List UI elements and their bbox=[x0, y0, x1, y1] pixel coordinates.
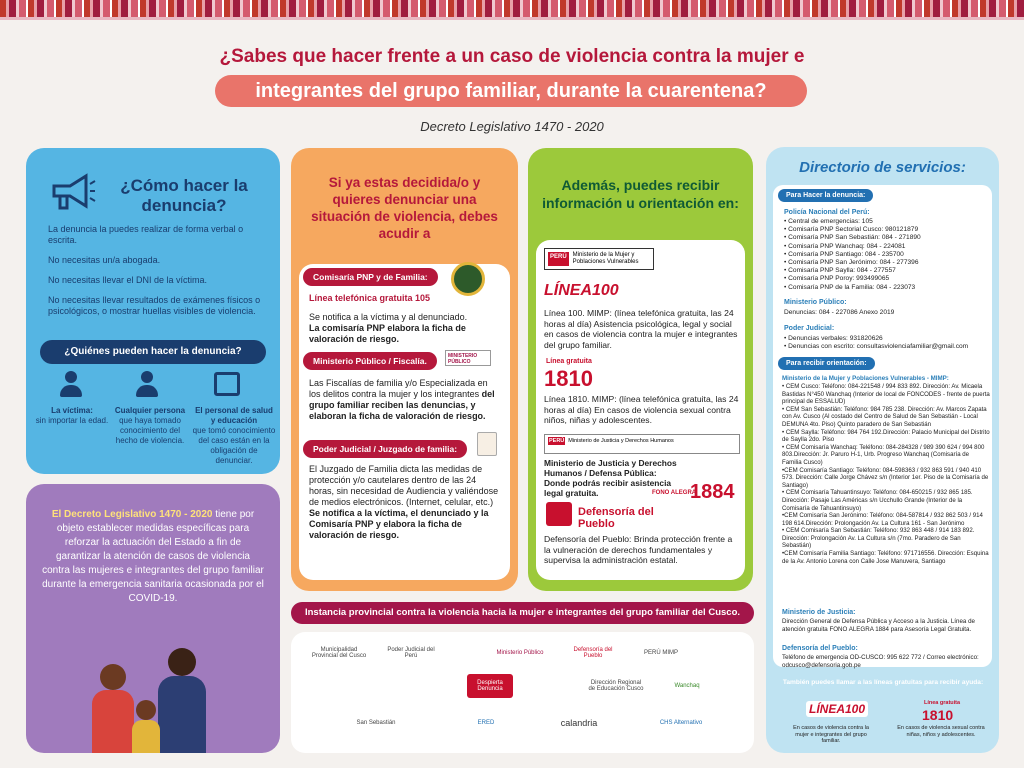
defensoria-head: Defensoría del Pueblo: bbox=[782, 645, 858, 652]
minjus-head: Ministerio de Justicia: bbox=[782, 609, 856, 616]
prosecutor-pill: Ministerio Público / Fiscalía. bbox=[303, 352, 437, 370]
list-item: • CEM Comisaría Tahuantinsuyo: Teléfono: 084-650215 / 932 865 185. Dirección: Pasaje Las Américas s/n Ucchullo Grande (Interior de la Comisaría de Tahuantinsuyo) bbox=[782, 489, 973, 512]
list-item: No necesitas un/a abogada. bbox=[48, 255, 161, 265]
page-title: ¿Sabes que hacer frente a un caso de violencia contra la mujer e bbox=[219, 46, 805, 67]
list-item: • Comisaría PNP Santiago: 084 - 235700 bbox=[784, 250, 904, 258]
bottom-free-label: Línea gratuita bbox=[924, 700, 961, 706]
number-1810: 1810 bbox=[544, 366, 593, 391]
police-list bbox=[784, 218, 984, 292]
mp-text: Denuncias: 084 - 227086 Anexo 2019 bbox=[784, 309, 895, 316]
who-title: ¿Quiénes pueden hacer la denuncia? bbox=[40, 340, 266, 364]
person-icon bbox=[60, 371, 82, 397]
partner-logo: calandria bbox=[560, 718, 598, 728]
person-icon bbox=[136, 371, 158, 397]
partner-logo: Defensoría del Pueblo bbox=[573, 647, 613, 659]
linea100-logo: LÍNEA100 bbox=[544, 282, 619, 299]
bottom-lines-title: También puedes llamar a las líneas gratuitas para recibir ayuda: bbox=[782, 679, 984, 686]
list-item: • Comisaría PNP Saylla: 084 - 277557 bbox=[784, 267, 896, 275]
list-item: • CEM Saylla: Teléfono: 984 764 192.Dirección: Palacio Municipal del Distrito de Saylla 2do. Piso bbox=[782, 428, 990, 444]
defensoria-logo: Defensoría del Pueblo bbox=[578, 506, 654, 530]
report-places-card bbox=[291, 148, 518, 591]
minjus-logo: PERÚ Ministerio de Justicia y Derechos Humanos bbox=[544, 434, 740, 454]
who-staff: El personal de salud y educación que tomó conocimiento del caso están en la obligación de denunciar. bbox=[192, 406, 276, 465]
orientation-pill: Para recibir orientación: bbox=[778, 357, 875, 370]
mimp-logo: PERÚ Ministerio de la Mujer y Poblaciones Vulnerables bbox=[544, 248, 654, 270]
mimp-list bbox=[782, 383, 990, 565]
bottom-1810-text: En casos de violencia sexual contra niñas, niños y adolescentes. bbox=[897, 725, 985, 738]
line1810-text: Línea 1810. MIMP: (línea telefónica gratuita, las 24 horas al día) En casos de violencia sexual contra niños, niñas y adolescentes. bbox=[544, 394, 739, 425]
list-item: • Comisaría PNP San Jerónimo: 084 - 277396 bbox=[784, 259, 919, 267]
list-item: • Central de emergencias: 105 bbox=[784, 218, 873, 225]
partner-logo: Wanchaq bbox=[674, 683, 700, 689]
information-card bbox=[528, 148, 753, 591]
list-item: •CEM Comisaría Santiago: Teléfono: 084-598363 / 932 863 591 / 940 410 573. Dirección: Calle Jorge Chávez s/n (Interior 1er. Piso de la Comisaría de Santiago) bbox=[782, 466, 989, 489]
list-item: • CEM Comisaría San Sebastián: Teléfono: 932 863 448 / 914 183 892. Dirección: Prolongación Av. La Cultura s/n (7mo. Paradero de San Sebastián) bbox=[782, 527, 975, 550]
judiciary-pill: Poder Judicial / Juzgado de familia: bbox=[303, 440, 467, 458]
list-item: • CEM San Sebastián: Teléfono: 984 785 238. Dirección: Av. Marcos Zapata con Av. Cusco (Al costado del Centro de Salud de San Sebastián - Local DEMUNA 4to. Piso) Quinto paradero de San Sebastián bbox=[782, 405, 987, 428]
list-item: • Comisaría PNP de la Familia: 084 - 223073 bbox=[784, 283, 916, 291]
who-anyone: Cualquier persona que haya tomado conocimiento del hecho de violencia. bbox=[114, 406, 186, 445]
judiciary-text: El Juzgado de Familia dicta las medidas de protección y/o cautelares dentro de las 24 horas, sin necesidad de Audiencia y valiéndose de medios electrónicos. (Internet, celular, etc.) Se notifica a la víctima, el denunciado y la Comisaría PNP y elabora la ficha de valoración de riesgo. bbox=[309, 464, 499, 540]
judiciary-logo bbox=[477, 432, 497, 456]
prosecutor-logo: MINISTERIO PÚBLICO bbox=[445, 350, 491, 366]
alegra-label: FONO ALEGRA bbox=[652, 490, 697, 496]
minjus-text: Ministerio de Justicia y Derechos Humanos / Defensa Pública: Donde podrás recibir asistencia legal gratuita. bbox=[544, 458, 677, 498]
police-line: Línea telefónica gratuita 105 bbox=[309, 293, 431, 303]
list-item: No necesitas llevar el DNI de la víctima. bbox=[48, 275, 208, 285]
partner-logo: PERÚ MIMP bbox=[643, 650, 678, 656]
how-to-report-card bbox=[26, 148, 280, 474]
family-illustration bbox=[86, 634, 226, 753]
partner-logo: Dirección Regional de Educación Cusco bbox=[588, 680, 644, 692]
decree-text: El Decreto Legislativo 1470 - 2020 tiene por objeto establecer medidas específicas para reforzar la actuación del Estado a fin de garantizar la atención de casos de violencia contra las mujeres e integrantes del grupo familiar durante la emergencia sanitaria ocasionada por el COVID-19. bbox=[42, 509, 264, 604]
partner-logo: CHS Alternativo bbox=[659, 720, 703, 726]
mp-head: Ministerio Público: bbox=[784, 299, 847, 306]
info-title: Además, puedes recibir información u orientación en: bbox=[542, 177, 739, 211]
directory-title: Directorio de servicios: bbox=[799, 159, 966, 176]
minjus-text: Dirección General de Defensa Pública y Acceso a la Justicia. Línea de atención gratuita FONO ALEGRA 1884 para Asesoría Legal Gratuita. bbox=[782, 618, 975, 633]
list-item: • Comisaría PNP Sectorial Cusco: 980121879 bbox=[784, 226, 919, 234]
free-line-label: Línea gratuita bbox=[546, 358, 592, 365]
decree-card bbox=[26, 484, 280, 753]
list-item: No necesitas llevar resultados de exámenes físicos o psicológicos, o mostrar huellas visibles de violencia. bbox=[48, 295, 261, 316]
partner-logo: Municipalidad Provincial del Cusco bbox=[311, 647, 367, 659]
list-item: • Comisaría PNP Wanchaq: 084 - 224081 bbox=[784, 242, 906, 250]
who-victim: La víctima: sin importar la edad. bbox=[35, 406, 109, 425]
partner-logo: Poder Judicial del Perú bbox=[387, 647, 435, 659]
linea100-text: Línea 100. MIMP: (línea telefónica gratuita, las 24 horas al día) Asistencia psicológica, legal y social en casos de violencia contra la mujer e integrantes del grupo familiar. bbox=[544, 308, 738, 350]
title-pill bbox=[215, 75, 807, 107]
partner-logo: Despierta Denuncia bbox=[467, 674, 513, 698]
defensoria-dir-text: Teléfono de emergencia OD-CUSCO: 995 622 772 / Correo electrónico: odcusco@defensoria.gob.pe bbox=[782, 654, 979, 669]
police-pill: Comisaría PNP y de Familia: bbox=[303, 268, 438, 286]
list-item: •CEM Comisaría San Jerónimo: Teléfono: 084-587814 / 932 862 503 / 914 198 614.Dirección: Prolongación Av. La Cultura 161 - San Jerónimo bbox=[782, 512, 983, 527]
report-pill: Para Hacer la denuncia: bbox=[778, 189, 873, 202]
bottom-linea100-text: En casos de violencia contra la mujer e integrantes del grupo familiar. bbox=[793, 725, 869, 744]
bottom-1810: 1810 bbox=[922, 707, 954, 723]
partner-logo: ERED bbox=[477, 720, 495, 726]
number-1884: 1884 bbox=[690, 481, 735, 503]
decree-label: Decreto Legislativo 1470 - 2020 bbox=[420, 119, 604, 134]
page-subtitle: integrantes del grupo familiar, durante la cuarentena? bbox=[255, 80, 767, 102]
decorative-banner bbox=[0, 0, 1024, 20]
list-item: La denuncia la puedes realizar de forma verbal o escrita. bbox=[48, 224, 244, 245]
partner-logos-panel bbox=[291, 632, 754, 753]
pj-list bbox=[784, 335, 988, 351]
bottom-linea100: LÍNEA100 bbox=[806, 701, 868, 717]
decided-title: Si ya estas decidida/o y quieres denunciar una situación de violencia, debes acudir a bbox=[311, 175, 498, 241]
list-item: •CEM Comisaría Familia Santiago: Teléfono: 971716556. Dirección: Esquina de la Av. Antonio Lorena con Calle Jose Manuvera, Santiago bbox=[782, 550, 989, 565]
police-text: Se notifica a la víctima y al denunciado. La comisaría PNP elabora la ficha de valoración de riesgo. bbox=[309, 312, 468, 344]
police-logo bbox=[451, 262, 485, 296]
list-item: • Comisaría PNP San Sebastián: 084 - 271890 bbox=[784, 234, 921, 242]
partner-logo: Ministerio Público bbox=[496, 650, 544, 656]
police-head: Policía Nacional del Perú: bbox=[784, 209, 870, 216]
how-list bbox=[48, 224, 268, 317]
list-item: • CEM Cusco: Teléfono: 084-221548 / 994 833 892. Dirección: Av. Micaela Bastidas N°450 Wanchaq (Interior de local de FONCODES - frente de puerta principal de ESSALUD) bbox=[782, 383, 990, 406]
defensoria-icon bbox=[546, 502, 572, 526]
defensoria-text: Defensoría del Pueblo: Brinda protección frente a la vulneración de derechos fundamentales y supervisa la administración estatal. bbox=[544, 534, 733, 565]
list-item: • CEM Comisaría Wanchaq: Teléfono: 084-284328 / 989 390 624 / 994 800 803.Dirección: Jr. Paruro H-1, Urb. Progreso Wanchaq (Comisaría de Familia Cusco) bbox=[782, 443, 985, 466]
provincial-banner: Instancia provincial contra la violencia hacia la mujer e integrantes del grupo familiar del Cusco. bbox=[291, 602, 754, 624]
building-icon bbox=[214, 372, 240, 396]
how-title: ¿Cómo hacer la denuncia? bbox=[120, 176, 248, 215]
megaphone-icon bbox=[48, 172, 96, 212]
prosecutor-text: Las Fiscalías de familia y/o Especializada en los delitos contra la mujer y los integrantes del grupo familiar reciben las denuncias, y elaboran la ficha de valoración de riesgo. bbox=[309, 378, 495, 421]
list-item: • Comisaría PNP Poroy: 993499065 bbox=[784, 275, 890, 283]
mimp-head: Ministerio de la Mujer y Poblaciones Vulnerables - MIMP: bbox=[782, 375, 949, 382]
directory-card bbox=[766, 147, 999, 753]
list-item: • Denuncias verbales: 931820626 bbox=[784, 335, 883, 342]
list-item: • Denuncias con escrito: consultasviolenciafamiliar@gmail.com bbox=[784, 343, 969, 351]
pj-head: Poder Judicial: bbox=[784, 325, 835, 332]
partner-logo: San Sebastián bbox=[356, 720, 396, 726]
